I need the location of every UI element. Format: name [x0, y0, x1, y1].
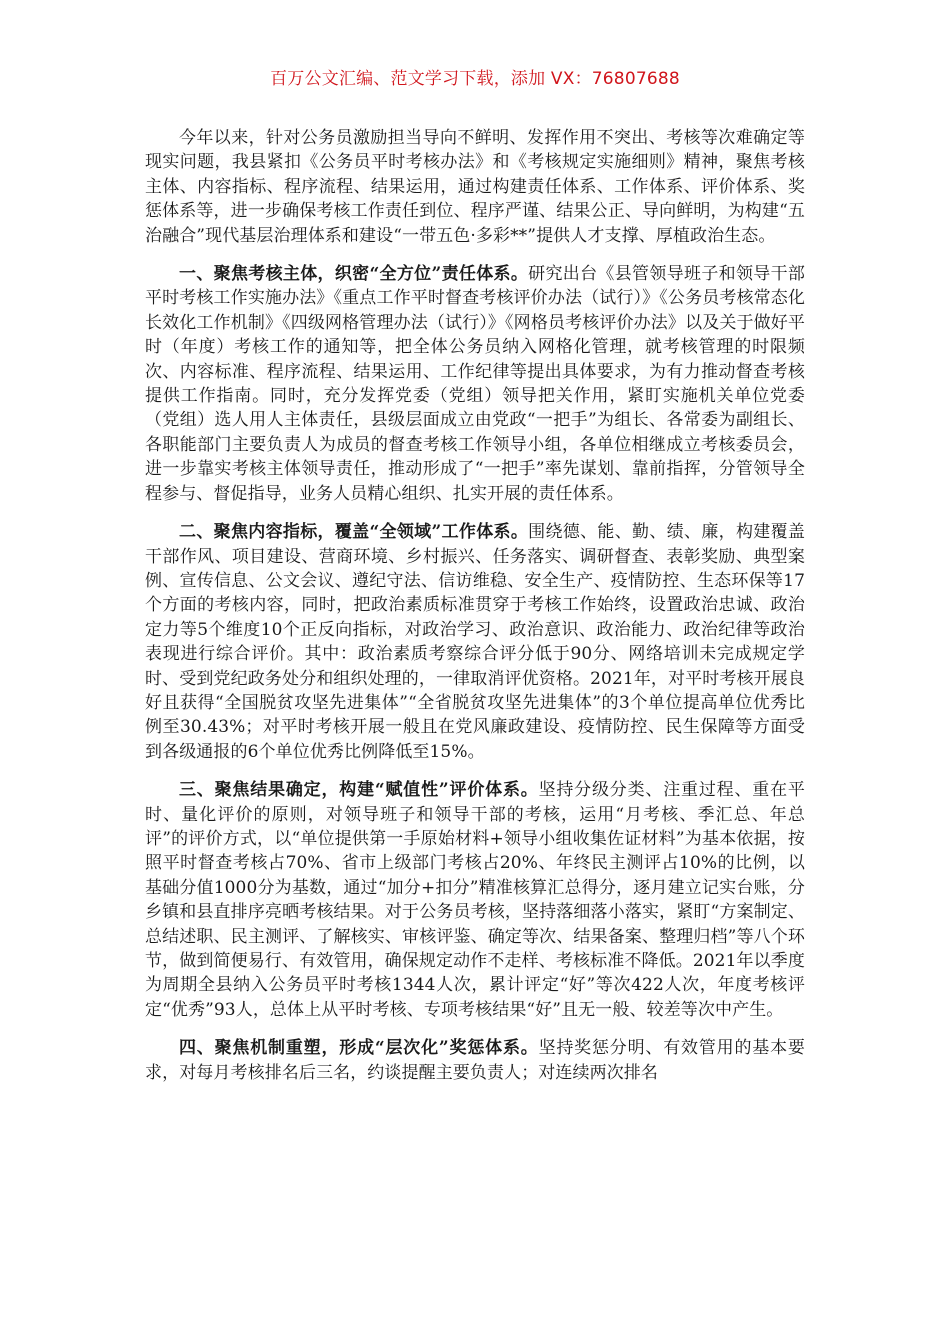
section-body-2: 围绕德、能、勤、绩、廉，构建覆盖干部作风、项目建设、营商环境、乡村振兴、任务落实、调研督查、表彰奖励、典型案例、宣传信息、公文会议、遵纪守法、信访维稳、安全生产、疫情防控、生态环保等17个方面的考核内容，同时，把政治素质标准贯穿于考核工作始终，设置政治忠诚、政治定力等5个维度10个正反向指标，对政治学习、政治意识、政治能力、政治纪律等政治表现进行综合评价。其中：政治素质考察综合评分低于90分、网络培训未完成规定学时、受到党纪政务处分和组织处理的，一律取消评优资格。2021年，对平时考核开展良好且获得“全国脱贫攻坚先进集体”“全省脱贫攻坚先进集体”的3个单位提高单位优秀比例至30.43%；对平时考核开展一般且在党风廉政建设、疫情防控、民生保障等方面受到各级通报的6个单位优秀比例降低至15%。	[145, 522, 805, 762]
section-paragraph-2	[145, 520, 805, 764]
section-body-1: 研究出台《县管领导班子和领导干部平时考核工作实施办法》《重点工作平时督查考核评价办法（试行）》《公务员考核常态化长效化工作机制》《四级网格管理办法（试行）》《网格员考核评价办法》以及关于做好平时（年度）考核工作的通知等，把全体公务员纳入网格化管理，就考核管理的时限频次、内容标准、程序流程、结果运用、工作纪律等提出具体要求，为有力推动督查考核提供工作指南。同时，充分发挥党委（党组）领导把关作用，紧盯实施机关单位党委（党组）选人用人主体责任，县级层面成立由党政“一把手”为组长、各常委为副组长、各职能部门主要负责人为成员的督查考核工作领导小组，各单位相继成立考核委员会，进一步靠实考核主体领导责任，推动形成了“一把手”率先谋划、靠前指挥，分管领导全程参与、督促指导，业务人员精心组织、扎实开展的责任体系。	[145, 264, 805, 504]
header-banner: 百万公文汇编、范文学习下载，添加 VX：76807688	[270, 69, 680, 89]
section-heading-4: 四、聚焦机制重塑，形成“层次化”奖惩体系。	[179, 1038, 539, 1059]
intro-paragraph: 今年以来，针对公务员激励担当导向不鲜明、发挥作用不突出、考核等次难确定等现实问题，我县紧扣《公务员平时考核办法》和《考核规定实施细则》精神，聚焦考核主体、内容指标、程序流程、结果运用，通过构建责任体系、工作体系、评价体系、奖惩体系等，进一步确保考核工作责任到位、程序严谨、结果公正、导向鲜明，为构建“五治融合”现代基层治理体系和建设“一带五色·多彩**”提供人才支撑、厚植政治生态。	[145, 128, 805, 246]
section-body-4: 坚持奖惩分明、有效管用的基本要求，对每月考核排名后三名，约谈提醒主要负责人；对连续两次排名	[145, 1038, 805, 1083]
section-paragraph-1	[145, 262, 805, 506]
section-paragraph-4	[145, 1036, 805, 1085]
section-heading-1: 一、聚焦考核主体，织密“全方位”责任体系。	[179, 264, 529, 285]
section-heading-2: 二、聚焦内容指标，覆盖“全领域”工作体系。	[179, 522, 529, 543]
document-body	[145, 126, 805, 1099]
section-paragraph-3	[145, 778, 805, 1022]
section-body-3: 坚持分级分类、注重过程、重在平时、量化评价的原则，对领导班子和领导干部的考核，运用“月考核、季汇总、年总评”的评价方式，以“单位提供第一手原始材料+领导小组收集佐证材料”为基本依据，按照平时督查考核占70%、省市上级部门考核占20%、年终民主测评占10%的比例，以基础分值1000分为基数，通过“加分+扣分”精准核算汇总得分，逐月建立记实台账，分乡镇和县直排序亮晒考核结果。对于公务员考核，坚持落细落小落实，紧盯“方案制定、总结述职、民主测评、了解核实、审核评鉴、确定等次、结果备案、整理归档”等八个环节，做到简便易行、有效管用，确保规定动作不走样、考核标准不降低。2021年以季度为周期全县纳入公务员平时考核1344人次，累计评定“好”等次422人次，年度考核评定“优秀”93人，总体上从平时考核、专项考核结果“好”且无一般、较差等次中产生。	[145, 780, 805, 1020]
section-heading-3: 三、聚焦结果确定，构建“赋值性”评价体系。	[179, 780, 539, 801]
